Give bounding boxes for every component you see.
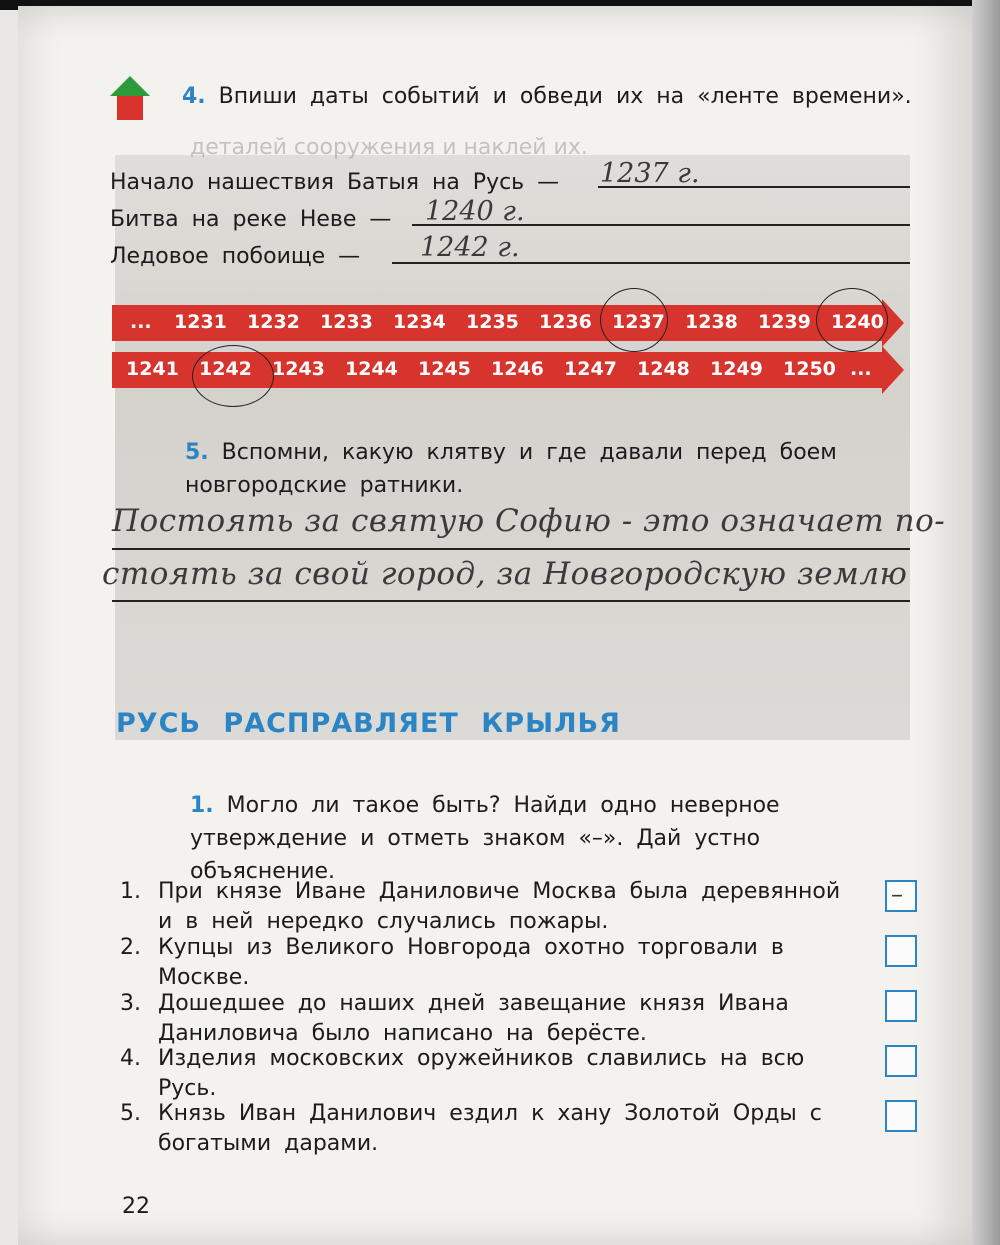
answer-line [112,548,910,550]
statement-1 [120,877,860,937]
answer-row-2 [110,207,391,241]
timeline-row-1 [112,305,902,341]
handwritten-answer-line-1: Постоять за святую Софию - это означает по- [112,503,946,539]
statement-4 [120,1044,860,1104]
statement-number: 3. [120,991,141,1016]
task-number: 4. [182,84,206,109]
task-number: 5. [185,440,209,465]
timeline-year: 1235 [466,311,519,333]
timeline-year: 1231 [174,311,227,333]
statement-2 [120,933,860,993]
timeline-ellipsis: ... [130,311,152,333]
timeline-arrow-head [882,346,904,394]
task-1-text: Могло ли такое быть? Найди одно неверное утверждение и отметь знаком «–». Дай устно объяснение. [190,793,780,884]
task-4-text: Впиши даты событий и обведи их на «ленте времени». [218,84,912,109]
timeline-ellipsis: ... [850,358,872,380]
statement-number: 2. [120,935,141,960]
event-label: Ледовое побоище — [110,244,361,269]
handwritten-answer: 1240 г. [425,196,525,227]
page-number: 22 [122,1194,150,1219]
timeline-year: 1237 [612,311,665,333]
timeline-year: 1243 [272,358,325,380]
event-label: Битва на реке Неве — [110,207,392,232]
timeline-year: 1236 [539,311,592,333]
timeline-year: 1248 [637,358,690,380]
circled-year-1237 [600,288,668,352]
handwritten-answer: 1237 г. [600,158,700,189]
circled-year-1242 [192,345,274,407]
task-5-title [185,436,913,502]
timeline-year: 1239 [758,311,811,333]
task-1-title [190,789,912,888]
statement-text: Князь Иван Данилович ездил к хану Золотой Орды с богатыми дарами. [158,1101,822,1156]
timeline-year: 1234 [393,311,446,333]
timeline-year: 1241 [126,358,179,380]
answer-line [112,600,910,602]
task-5-text: Вспомни, какую клятву и где давали перед боем новгородские ратники. [185,440,837,498]
statement-text: Купцы из Великого Новгорода охотно торговали в Москве. [158,935,784,990]
statement-5 [120,1099,860,1159]
page-binding-edge [972,0,1000,1245]
checkbox-mark: – [891,880,903,908]
timeline-year: 1249 [710,358,763,380]
statement-number: 1. [120,879,141,904]
timeline-year: 1238 [685,311,738,333]
answer-row-3 [110,244,360,278]
task-4-title [182,80,912,113]
bleed-through-text: деталей сооружения и наклей их. [190,135,588,160]
statement-text: Изделия московских оружейников славились на всю Русь. [158,1046,805,1101]
section-title: РУСЬ РАСПРАВЛЯЕТ КРЫЛЬЯ [116,708,621,739]
timeline-year: 1242 [199,358,252,380]
timeline-year: 1247 [564,358,617,380]
statement-checkbox-5[interactable] [885,1100,917,1132]
statement-number: 5. [120,1101,141,1126]
event-label: Начало нашествия Батыя на Русь — [110,170,560,195]
timeline-year: 1233 [320,311,373,333]
timeline-year: 1245 [418,358,471,380]
handwritten-answer: 1242 г. [420,232,520,263]
circled-year-1240 [816,288,888,352]
timeline-year: 1240 [831,311,884,333]
handwritten-answer-line-2: стоять за свой город, за Новгородскую землю [102,556,908,592]
statement-checkbox-4[interactable] [885,1045,917,1077]
statement-text: При князе Иване Даниловиче Москва была деревянной и в ней нередко случались пожары. [158,879,841,934]
statement-checkbox-3[interactable] [885,990,917,1022]
home-task-icon [108,74,152,122]
task-number: 1. [190,793,214,818]
statement-text: Дошедшее до наших дней завещание князя Ивана Даниловича было написано на берёсте. [158,991,789,1046]
timeline-year: 1232 [247,311,300,333]
timeline-year: 1244 [345,358,398,380]
timeline-year: 1250 [783,358,836,380]
statement-checkbox-2[interactable] [885,935,917,967]
timeline-year: 1246 [491,358,544,380]
statement-3 [120,989,860,1049]
statement-number: 4. [120,1046,141,1071]
